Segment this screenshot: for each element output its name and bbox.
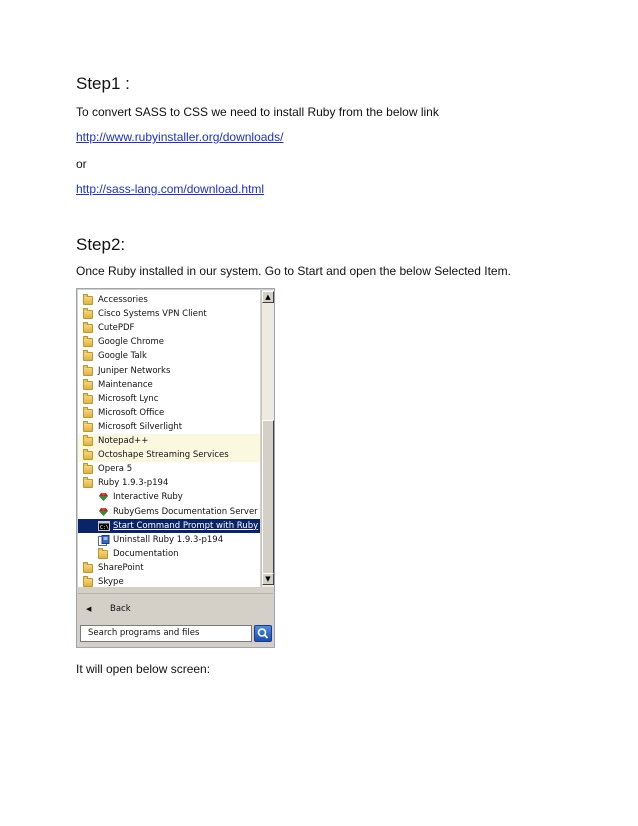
program-item[interactable]: [78, 434, 260, 448]
program-item-label: Octoshape Streaming Services: [98, 450, 229, 461]
program-item-label: Microsoft Lync: [98, 393, 159, 404]
ruby-gem-icon: [98, 507, 108, 517]
program-item[interactable]: [78, 448, 260, 462]
scroll-up-button[interactable]: ▲: [262, 291, 274, 303]
program-item[interactable]: [78, 505, 260, 519]
folder-icon: [83, 395, 93, 404]
program-item-label: Juniper Networks: [98, 365, 171, 376]
back-arrow-icon: ◀: [86, 605, 92, 613]
program-item[interactable]: [78, 364, 260, 378]
search-icon: [255, 626, 271, 641]
program-item[interactable]: [78, 575, 260, 587]
scroll-thumb[interactable]: [262, 420, 274, 575]
program-item[interactable]: [78, 378, 260, 392]
program-item-label: Accessories: [98, 295, 148, 305]
program-item[interactable]: [78, 476, 260, 490]
scroll-down-button[interactable]: ▼: [262, 573, 274, 585]
folder-icon: [83, 564, 93, 573]
programs-list: [78, 290, 260, 587]
program-item-label: Opera 5: [98, 464, 133, 475]
folder-icon: [83, 409, 93, 418]
program-item[interactable]: [78, 293, 260, 307]
program-item[interactable]: [78, 519, 260, 533]
program-item-label: SharePoint: [98, 562, 144, 573]
folder-icon: [83, 465, 93, 474]
programs-scrollbar[interactable]: [261, 290, 274, 587]
program-item[interactable]: [78, 406, 260, 420]
folder-icon: [83, 367, 93, 376]
program-item-label: Start Command Prompt with Ruby: [113, 520, 259, 531]
program-item-label: Microsoft Silverlight: [98, 421, 183, 432]
folder-icon: [83, 578, 93, 587]
start-menu-screenshot: [76, 288, 275, 648]
folder-icon: [83, 423, 93, 432]
folder-icon: [83, 437, 93, 446]
uninstall-icon: [98, 535, 108, 545]
sass-download-link[interactable]: http://sass-lang.com/download.html: [76, 182, 265, 196]
program-item[interactable]: [78, 490, 260, 504]
program-item[interactable]: [78, 349, 260, 363]
program-item[interactable]: [78, 547, 260, 561]
command-prompt-icon: [98, 521, 108, 531]
folder-icon: [83, 479, 93, 488]
rubyinstaller-link[interactable]: http://www.rubyinstaller.org/downloads/: [76, 130, 284, 144]
program-item-label: Interactive Ruby: [113, 492, 183, 503]
program-item-label: Skype: [98, 577, 124, 587]
program-item[interactable]: [78, 420, 260, 434]
program-item-label: Google Chrome: [98, 337, 165, 348]
program-item[interactable]: [78, 335, 260, 349]
step1-heading: Step1 :: [76, 74, 130, 93]
folder-icon: [83, 296, 93, 305]
closing-text: It will open below screen:: [76, 662, 211, 676]
program-item-label: Ruby 1.9.3-p194: [98, 478, 169, 489]
program-item-label: Uninstall Ruby 1.9.3-p194: [113, 534, 224, 545]
program-item-label: CutePDF: [98, 323, 135, 334]
program-item[interactable]: [78, 533, 260, 547]
step1-intro: To convert SASS to CSS we need to install Ruby from the below link: [76, 105, 439, 119]
back-button[interactable]: [78, 599, 273, 619]
svg-text:C:\: C:\: [100, 524, 110, 531]
menu-divider: [78, 593, 273, 594]
step2-intro: Once Ruby installed in our system. Go to Start and open the below Selected Item.: [76, 264, 511, 278]
folder-icon: [83, 310, 93, 319]
folder-icon: [83, 352, 93, 361]
program-item-label: RubyGems Documentation Server: [113, 506, 258, 517]
program-item-label: Cisco Systems VPN Client: [98, 309, 207, 320]
program-item-label: Documentation: [113, 548, 179, 559]
back-label: Back: [110, 604, 131, 614]
search-programs-input[interactable]: Search programs and files: [80, 625, 252, 642]
program-item-label: Microsoft Office: [98, 407, 165, 418]
program-item[interactable]: [78, 561, 260, 575]
folder-icon: [98, 550, 108, 559]
program-item-label: Maintenance: [98, 379, 153, 390]
program-item-label: Google Talk: [98, 351, 147, 362]
program-item[interactable]: [78, 392, 260, 406]
program-item[interactable]: [78, 462, 260, 476]
program-item[interactable]: [78, 321, 260, 335]
folder-icon: [83, 338, 93, 347]
search-button[interactable]: [254, 625, 272, 642]
step2-heading: Step2:: [76, 235, 126, 254]
folder-icon: [83, 324, 93, 333]
or-text: or: [76, 157, 87, 171]
folder-icon: [83, 451, 93, 460]
ruby-gem-icon: [98, 492, 108, 502]
program-item-label: Notepad++: [98, 436, 149, 446]
folder-icon: [83, 381, 93, 390]
program-item[interactable]: [78, 307, 260, 321]
